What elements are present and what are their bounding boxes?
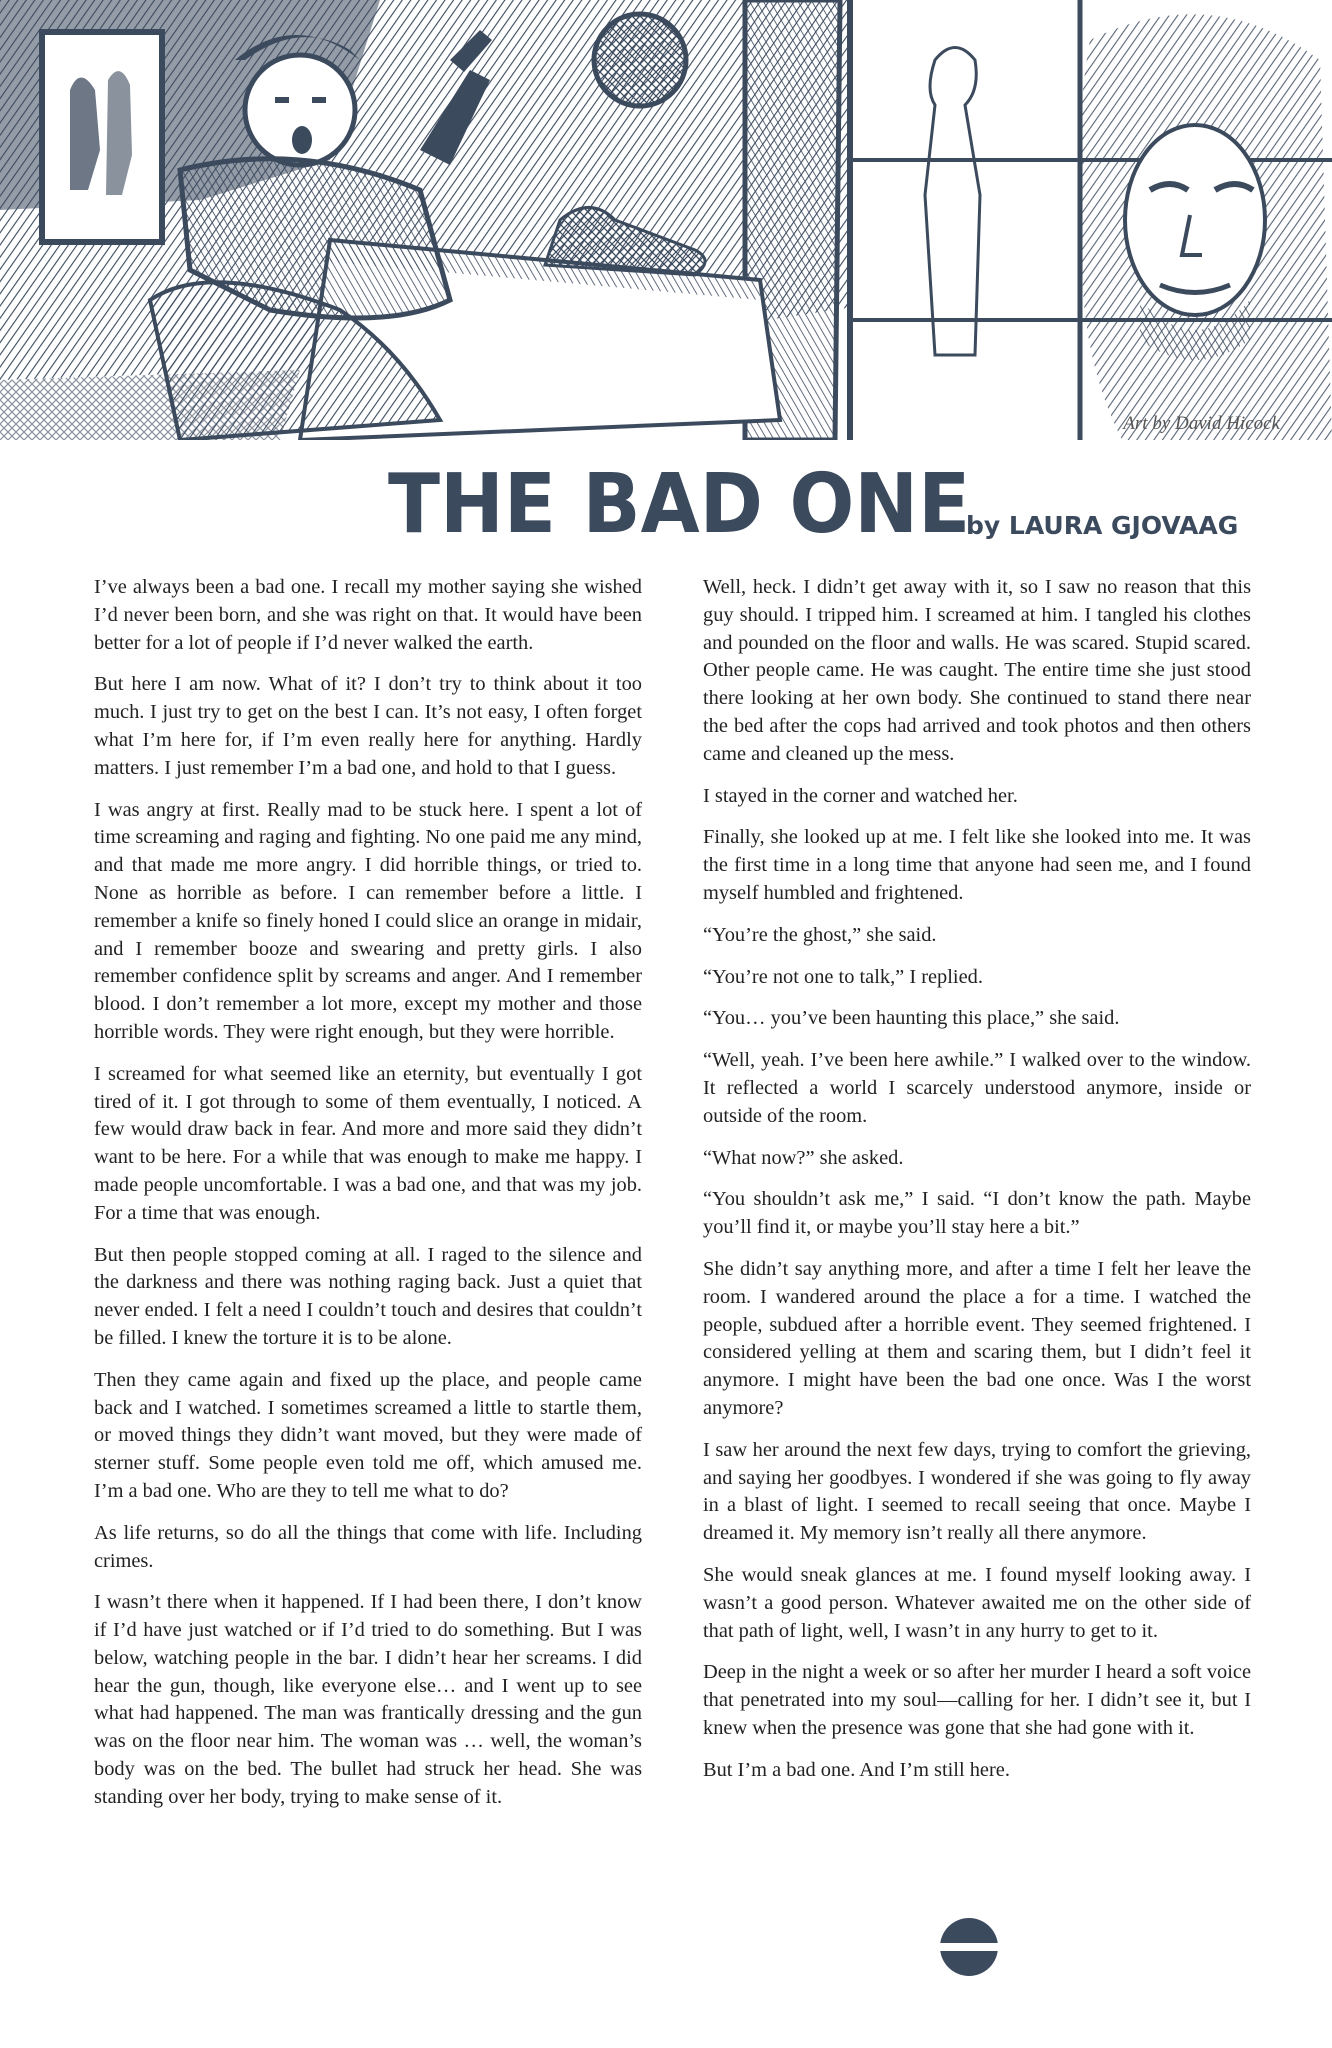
left-column [94, 574, 642, 1826]
paragraph: She would sneak glances at me. I found myself looking away. I wasn’t a good person. Whatever awaited me on the other side of that path of light, well, I wasn’t in any hurry to get to it. [703, 1563, 1251, 1642]
paragraph: Finally, she looked up at me. I felt like she looked into me. It was the first time in a long time that anyone had seen me, and I found myself humbled and frightened. [703, 826, 1251, 904]
paragraph: I’ve always been a bad one. I recall my mother saying she wished I’d never been born, and she was right on that. It would have been better for a lot of people if I’d never walked the earth. [94, 576, 642, 654]
story-illustration [0, 0, 1332, 440]
author-byline: by LAURA GJOVAAG [966, 511, 1239, 540]
paragraph: As life returns, so do all the things that come with life. Including crimes. [94, 1521, 642, 1572]
paragraph: I wasn’t there when it happened. If I had been there, I don’t know if I’d have just watched or if I’d tried to do something. But I was below, watching people in the bar. I didn’t hear her screams. I did hear the gun, though, like everyone else… and I went up to see what had happened. The man was frantically dressing and the gun was on the floor near him. The woman was … well, the woman’s body was on the bed. The bullet had struck her head. She was standing over her body, trying to make sense of it. [94, 1591, 642, 1808]
art-credit: Art by David Hicock [1123, 413, 1280, 434]
paragraph: Deep in the night a week or so after her murder I heard a soft voice that penetrated into my soul—calling for her. I didn’t see it, but I knew when the presence was gone that she had gone with it. [703, 1661, 1251, 1739]
paragraph: I was angry at first. Really mad to be stuck here. I spent a lot of time screaming and raging and fighting. No one paid me any mind, and that made me more angry. I did horrible things, or tried to. None as horrible as before. I can remember before a little. I remember a knife so finely honed I could slice an orange in midair, and I remember booze and swearing and pretty girls. I also remember confidence split by screams and anger. And I remember blood. I don’t remember a lot more, except my mother and those horrible words. They were right enough, but they were horrible. [94, 798, 642, 1043]
paragraph: “You… you’ve been haunting this place,” she said. [703, 1007, 1120, 1030]
ink-drawing [0, 0, 1332, 440]
paragraph: “You’re the ghost,” she said. [703, 923, 937, 946]
paragraph: “You shouldn’t ask me,” I said. “I don’t know the path. Maybe you’ll find it, or maybe you’ll stay here a bit.” [703, 1188, 1251, 1239]
paragraph: “What now?” she asked. [703, 1146, 904, 1169]
right-column [703, 574, 1251, 1798]
paragraph: I saw her around the next few days, trying to comfort the grieving, and saying her goodbyes. I wondered if she was going to fly away in a blast of light. I seemed to recall seeing that once. Maybe I dreamed it. My memory isn’t really all there anymore. [703, 1438, 1251, 1545]
paragraph: I stayed in the corner and watched her. [703, 784, 1018, 807]
title-block [0, 455, 1332, 555]
paragraph: But here I am now. What of it? I don’t try to think about it too much. I just try to get on the best I can. It’s not easy, I often forget what I’m here for, if I’m even really here for anything. Hardly matters. I just remember I’m a bad one, and hold to that I guess. [94, 673, 642, 779]
paragraph: But then people stopped coming at all. I raged to the silence and the darkness and there was nothing raging back. Just a quiet that never ended. I felt a need I couldn’t touch and desires that couldn’t be filled. I knew the torture it is to be alone. [94, 1243, 642, 1349]
paragraph: Well, heck. I didn’t get away with it, so I saw no reason that this guy should. I tripped him. I screamed at him. I tangled his clothes and pounded on the floor and walls. He was scared. Stupid scared. Other people came. He was caught. The entire time she just stood there looking at her own body. She continued to stand there near the bed after the cops had arrived and took photos and then others came and cleaned up the mess. [703, 576, 1251, 765]
paragraph: “Well, yeah. I’ve been here awhile.” I walked over to the window. It reflected a world I scarcely understood anymore, inside or outside of the room. [703, 1049, 1251, 1127]
paragraph: She didn’t say anything more, and after a time I felt her leave the room. I wandered around the place a for a time. I watched the people, subdued after a horrible event. They seemed frightened. I considered yelling at them and scaring them, but I didn’t feel it anymore. I might have been the bad one once. Was I the worst anymore? [703, 1257, 1251, 1419]
paragraph: I screamed for what seemed like an eternity, but eventually I got tired of it. I got through to some of them eventually, I noticed. A few would draw back in fear. And more and more said they didn’t want to be here. For a while that was enough to make me happy. I made people uncomfortable. I was a bad one, and that was my job. For a time that was enough. [94, 1062, 642, 1224]
paragraph: But I’m a bad one. And I’m still here. [703, 1758, 1010, 1781]
end-of-story-icon [939, 1917, 999, 1977]
paragraph: “You’re not one to talk,” I replied. [703, 965, 983, 988]
story-title: THE BAD ONE [388, 457, 971, 552]
paragraph: Then they came again and fixed up the place, and people came back and I watched. I sometimes screamed a little to startle them, or moved things they didn’t want moved, but they were made of sterner stuff. Some people even told me off, which amused me. I’m a bad one. Who are they to tell me what to do? [94, 1368, 642, 1502]
